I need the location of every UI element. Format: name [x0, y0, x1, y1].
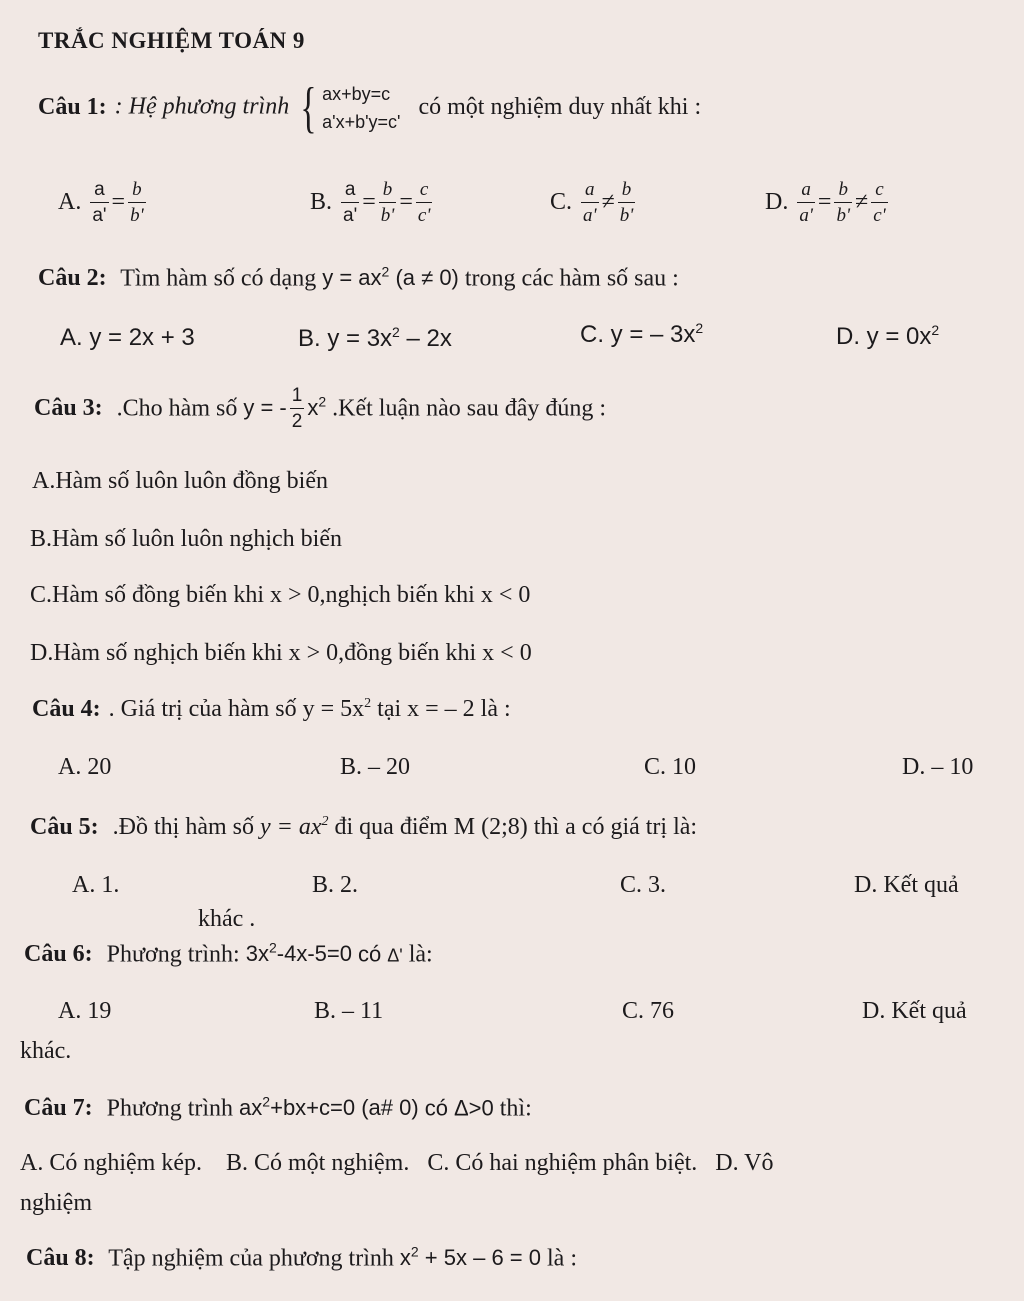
question-2-text-b: trong các hàm số sau :	[464, 265, 679, 292]
q2-option-a: A. y = 2x + 3	[60, 324, 195, 351]
question-5	[30, 814, 697, 841]
q5-option-d: D. Kết quả	[854, 872, 959, 898]
q5-option-c: C. 3.	[620, 872, 667, 898]
formula-exponent: 2	[381, 264, 390, 280]
frac-den: b'	[130, 205, 144, 226]
question-6	[24, 940, 433, 968]
fraction	[797, 178, 815, 229]
q7-options: A. Có nghiệm kép. B. Có một nghiệm. C. Có hai nghiệm phân biệt. D. Vô	[20, 1150, 774, 1176]
q2-option-d	[836, 322, 939, 351]
q5-option-d-continued: khác .	[198, 906, 256, 932]
question-5-label: Câu 5:	[30, 814, 99, 840]
q2-option-c-text: C. y = – 3x	[580, 321, 696, 348]
fraction	[290, 384, 305, 435]
frac-num: a	[797, 178, 815, 203]
equals-sign: =	[399, 189, 413, 216]
equation-system	[322, 80, 400, 136]
question-6-text-c: là:	[408, 941, 433, 968]
formula-base: y = ax	[260, 814, 322, 840]
equation-rest: +bx+c=0 (a# 0)	[270, 1095, 419, 1121]
exponent: 2	[268, 940, 277, 956]
frac-num: 1	[290, 384, 305, 409]
q2-option-b-text: B. y = 3x	[298, 325, 393, 352]
q1-option-d-label: D.	[765, 189, 789, 216]
q1-option-d	[765, 178, 891, 229]
frac-num: c	[871, 178, 888, 203]
question-1-suffix: có một nghiệm duy nhất khi :	[418, 93, 702, 120]
equals-sign: =	[111, 189, 126, 216]
equation-rest: + 5x – 6 = 0	[418, 1245, 541, 1271]
question-8-equation	[400, 1245, 541, 1270]
q1-option-b	[310, 178, 435, 229]
q1-option-b-label: B.	[310, 189, 333, 216]
frac-den: b'	[380, 205, 395, 226]
fraction	[834, 178, 852, 229]
question-8-text-a: Tập nghiệm của phương trình	[108, 1245, 394, 1272]
delta-prime-symbol: Δ'	[387, 945, 403, 966]
question-7-text-a: Phương trình	[106, 1095, 234, 1122]
question-3	[34, 384, 606, 435]
q3-option-a: A.Hàm số luôn luôn đồng biến	[32, 468, 328, 494]
question-4-text-a: . Giá trị của hàm số y = 5x	[108, 696, 365, 722]
frac-num: a	[90, 178, 108, 203]
q2-option-b-rest: – 2x	[399, 325, 452, 352]
exponent: 2	[318, 393, 327, 410]
formula-x: x	[307, 395, 319, 421]
frac-den: b'	[836, 205, 851, 226]
q1-option-c	[550, 178, 638, 229]
q1-option-c-label: C.	[550, 189, 573, 216]
q3-option-b: B.Hàm số luôn luôn nghịch biến	[30, 526, 342, 552]
frac-den: a'	[583, 205, 597, 226]
question-3-label: Câu 3:	[34, 395, 103, 422]
question-5-text-b: đi qua điểm M (2;8) thì a có giá trị là:	[334, 814, 698, 840]
question-3-formula	[243, 385, 327, 432]
system-eq-1: ax+by=c	[322, 84, 391, 104]
fraction	[581, 178, 599, 229]
fraction	[379, 178, 397, 229]
frac-num: a	[341, 178, 359, 203]
question-7-equation	[239, 1095, 419, 1120]
frac-den: 2	[291, 411, 303, 432]
question-1	[38, 77, 702, 139]
page-title: TRẮC NGHIỆM TOÁN 9	[38, 28, 305, 53]
frac-num: c	[416, 178, 433, 203]
question-7-text-b: có	[424, 1095, 448, 1121]
frac-num: b	[379, 178, 397, 203]
q6-option-d: D. Kết quả	[862, 998, 967, 1024]
q4-option-c: C. 10	[644, 754, 697, 780]
question-5-formula	[260, 814, 329, 840]
q3-option-c: C.Hàm số đồng biến khi x > 0,nghịch biến khi x < 0	[30, 582, 531, 608]
frac-den: c'	[417, 205, 431, 226]
fraction	[90, 178, 108, 229]
q7-options-continued: nghiệm	[20, 1190, 92, 1216]
question-7	[24, 1094, 532, 1122]
frac-den: b'	[619, 205, 634, 226]
question-7-text-c: thì:	[499, 1095, 532, 1122]
question-6-label: Câu 6:	[24, 941, 93, 968]
fraction	[416, 178, 433, 229]
formula-y: y = -	[243, 395, 287, 421]
q4-option-d: D. – 10	[902, 754, 974, 780]
question-6-text-b: có	[357, 941, 382, 967]
q6-option-c: C. 76	[622, 998, 675, 1024]
frac-den: a'	[799, 205, 813, 226]
question-8-label: Câu 8:	[26, 1245, 95, 1272]
q1-option-a-label: A.	[58, 189, 82, 216]
frac-den: a'	[343, 205, 358, 226]
question-6-equation	[246, 941, 352, 966]
system-eq-2: a'x+b'y=c'	[322, 112, 401, 132]
frac-num: b	[128, 178, 146, 203]
q5-option-a: A. 1.	[72, 872, 120, 898]
exponent: 2	[364, 696, 372, 711]
question-6-text-a: Phương trình:	[106, 941, 240, 968]
q3-option-d: D.Hàm số nghịch biến khi x > 0,đồng biến khi x < 0	[30, 640, 532, 666]
exponent: 2	[410, 1244, 419, 1260]
delta-condition: Δ>0	[453, 1095, 494, 1121]
q2-option-c	[580, 320, 703, 349]
equals-sign: =	[362, 189, 376, 216]
equation-base: x	[399, 1245, 411, 1271]
fraction	[618, 178, 636, 229]
not-equal-sign: ≠	[601, 189, 615, 216]
q6-option-d-continued: khác.	[20, 1038, 72, 1064]
formula-base: y = ax	[322, 265, 382, 291]
equals-sign: =	[817, 189, 832, 216]
fraction	[871, 178, 888, 229]
question-2-formula	[322, 265, 459, 290]
question-1-prefix: : Hệ phương trình	[114, 93, 290, 120]
question-4-label: Câu 4:	[32, 696, 101, 722]
question-2-label: Câu 2:	[38, 265, 107, 292]
q6-option-a: A. 19	[58, 998, 112, 1024]
q5-option-b: B. 2.	[312, 872, 359, 898]
frac-den: c'	[873, 205, 886, 226]
formula-condition: (a ≠ 0)	[395, 265, 459, 291]
fraction	[128, 178, 146, 229]
question-2-text-a: Tìm hàm số có dạng	[120, 265, 317, 292]
frac-num: a	[581, 178, 599, 203]
q1-option-a	[58, 178, 149, 229]
q2-option-d-text: D. y = 0x	[836, 323, 932, 350]
exponent: 2	[695, 320, 704, 336]
q2-option-b	[298, 324, 452, 353]
question-8	[26, 1244, 577, 1272]
exponent: 2	[931, 322, 940, 338]
q4-option-a: A. 20	[58, 754, 112, 780]
q4-option-b: B. – 20	[340, 754, 411, 780]
question-3-text-a: .Cho hàm số	[116, 395, 238, 422]
brace-symbol: {	[300, 77, 317, 139]
question-3-text-b: .Kết luận nào sau đây đúng :	[332, 395, 607, 422]
q6-option-b: B. – 11	[314, 998, 384, 1024]
question-4-text-b: tại x = – 2 là :	[371, 696, 511, 722]
equation-base: 3x	[245, 941, 269, 967]
not-equal-sign: ≠	[855, 189, 869, 216]
equation-rest: -4x-5=0	[276, 941, 352, 967]
question-1-label: Câu 1:	[38, 93, 107, 120]
question-7-label: Câu 7:	[24, 1095, 93, 1122]
frac-den: a'	[92, 205, 107, 226]
question-2	[38, 264, 679, 292]
frac-num: b	[618, 178, 636, 203]
exponent: 2	[392, 324, 400, 340]
question-8-text-b: là :	[547, 1245, 577, 1272]
frac-num: b	[834, 178, 852, 203]
question-4	[32, 696, 511, 723]
equation-base: ax	[239, 1095, 263, 1121]
fraction	[341, 178, 359, 229]
exponent: 2	[262, 1094, 271, 1110]
question-5-text-a: .Đồ thị hàm số	[112, 814, 254, 840]
exponent: 2	[321, 814, 329, 829]
